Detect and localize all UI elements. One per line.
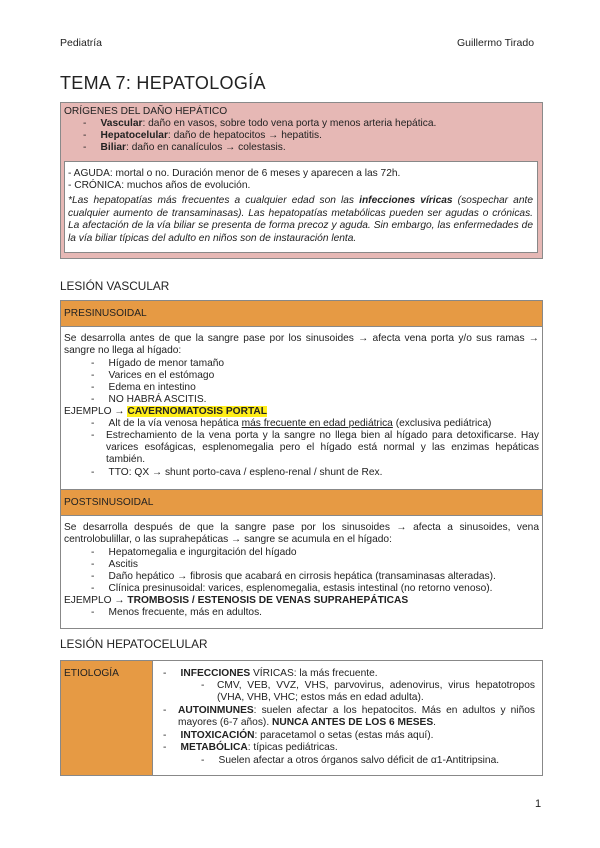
pre-bullet-4: - NO HABRÁ ASCITIS. <box>91 394 207 405</box>
page-number: 1 <box>535 798 542 810</box>
etio-met-sub-text: Suelen afectar a otros órganos salvo déficit de α1-Antitripsina. <box>218 755 500 766</box>
post-bullet-2-text: Ascitis <box>108 559 138 570</box>
etio-tox-term: INTOXICACIÓN <box>180 730 255 741</box>
origins-heading: ORÍGENES DEL DAÑO HEPÁTICO <box>64 106 228 117</box>
etio-autoinmunes <box>178 705 535 729</box>
vascular-table <box>60 300 543 629</box>
origins-item-hepatocelular: - Hepatocelular: daño de hepatocitos → hepatitis. <box>83 130 322 141</box>
pre-bullet-3-text: Edema en intestino <box>108 382 196 393</box>
pre-example-title: CAVERNOMATOSIS PORTAL <box>127 406 268 417</box>
origins-item-vascular-text: : daño en vasos, sobre todo vena porta y menos arteria hepática. <box>142 118 437 129</box>
presinusoidal-body <box>61 327 542 490</box>
etio-infecciones-sub: CMV, VEB, VVZ, VHS, parvovirus, adenovirus, virus hepatotropos (VHA, VHB, VHC; estos más en edad adulta). <box>217 680 535 704</box>
post-bullet-1-text: Hepatomegalia e ingurgitación del hígado <box>108 547 297 558</box>
term-vascular: Vascular <box>100 118 143 129</box>
post-bullet-4: - Clínica presinusoidal: varices, esplenomegalia, estasis intestinal (no retorno venoso). <box>91 583 493 594</box>
etio-auto-text: : suelen afectar a los hepatocitos. Más en adultos y niños mayores (6-7 años). <box>178 705 535 729</box>
etio-tox-text: : paracetamol o setas (estas más aquí). <box>254 730 434 741</box>
pre-ex-item-1: - Alt de la vía venosa hepática más frecuente en edad pediátrica (exclusiva pediátrica) <box>91 418 492 429</box>
note-part-a: *Las hepatopatías más frecuentes a cualquier edad son las <box>68 195 360 206</box>
aguda-line: - AGUDA: mortal o no. Duración menor de 6 meses y aparecen a las 72h. <box>68 168 401 179</box>
post-bullet-3: - Daño hepático → fibrosis que acabará en cirrosis hepática (transaminasas alteradas). <box>91 571 496 582</box>
pre-ex1b: más frecuente en edad pediátrica <box>241 418 393 429</box>
post-example-label: EJEMPLO → <box>64 595 128 606</box>
pre-bullet-2: - Varices en el estómago <box>91 370 215 381</box>
pre-bullet-2-text: Varices en el estómago <box>108 370 215 381</box>
etio-intoxicacion: - INTOXICACIÓN: paracetamol o setas (estas más aquí). <box>163 730 434 741</box>
etio-auto-term: AUTOINMUNES <box>178 705 254 716</box>
pre-ex3-text: TTO: QX → shunt porto-cava / espleno-renal / shunt de Rex. <box>108 467 383 478</box>
etio-auto-dash: - <box>163 705 167 716</box>
origins-item-biliar: - Biliar: daño en canalículos → colestasis. <box>83 142 286 153</box>
pre-bullet-1-text: Hígado de menor tamaño <box>108 358 225 369</box>
post-bullet-3-text: Daño hepático → fibrosis que acabará en cirrosis hepática (transaminasas alteradas). <box>108 571 496 582</box>
etio-infecciones: - INFECCIONES VÍRICAS: la más frecuente. <box>163 668 378 679</box>
etio-met-term: METABÓLICA <box>180 742 248 753</box>
section-heading-vascular: LESIÓN VASCULAR <box>60 279 170 293</box>
etio-inf-sub-dash: - <box>201 680 205 691</box>
presinusoidal-header <box>61 301 542 327</box>
etio-infecciones-text: VÍRICAS: la más frecuente. <box>250 668 378 679</box>
post-bullet-1: - Hepatomegalia e ingurgitación del hígado <box>91 547 297 558</box>
running-header-subject: Pediatría <box>60 37 103 49</box>
etiologia-label: ETIOLOGÍA <box>64 668 119 679</box>
post-bullet-2: - Ascitis <box>91 559 138 570</box>
pre-ex1c: (exclusiva pediátrica) <box>392 418 492 429</box>
origins-box <box>60 102 543 259</box>
etio-infecciones-term: INFECCIONES <box>180 668 251 679</box>
etio-metabolica: - METABÓLICA: típicas pediátricas. <box>163 742 338 753</box>
postsinusoidal-header-text: POSTSINUSOIDAL <box>64 497 154 508</box>
origins-item-biliar-text: : daño en canalículos → colestasis. <box>126 142 286 153</box>
pre-example-label: EJEMPLO → <box>64 406 128 417</box>
note-part-c: (sospechar ante cualquier aumento de transaminasas). Las hepatopatías metabólicas pueden ser agudas o crónicas. La afectación de la vía biliar se presenta de forma precoz y aguda. Sin embargo, las enfermedades de la vía biliar típicas del adulto en niños son de instauración lenta. <box>68 195 533 244</box>
pre-ex-item-2: Estrechamiento de la vena porta y la sangre no llega bien al hígado para detoxificarse. Hay varices esofágicas, esplenomegalia pero el hígado está normal y las enzimas hepáticas también. <box>106 430 539 466</box>
postsinusoidal-intro: Se desarrolla después de que la sangre pase por los sinusoides → afecta a sinusoides, vena centrolobulillar, o las suprahepáticas → sangre se acumula en el hígado: <box>64 522 539 546</box>
term-biliar: Biliar <box>100 142 127 153</box>
pre-ex-dash-2: - <box>91 430 95 441</box>
post-example-title: TROMBOSIS / ESTENOSIS DE VENAS SUPRAHEPÁTICAS <box>127 595 409 606</box>
post-bullet-4-text: Clínica presinusoidal: varices, esplenomegalia, estasis intestinal (no retorno venoso). <box>108 583 493 594</box>
page-title: TEMA 7: HEPATOLOGÍA <box>60 73 266 93</box>
origins-note <box>68 195 533 245</box>
presinusoidal-header-text: PRESINUSOIDAL <box>64 308 147 319</box>
post-ex1-text: Menos frecuente, más en adultos. <box>108 607 263 618</box>
pre-bullet-3: - Edema en intestino <box>91 382 196 393</box>
pre-bullet-1: - Hígado de menor tamaño <box>91 358 225 369</box>
cronica-line: - CRÓNICA: muchos años de evolución. <box>68 180 251 191</box>
etio-auto-bold: NUNCA ANTES DE LOS 6 MESES <box>272 717 434 729</box>
pre-bullet-4-text: NO HABRÁ ASCITIS. <box>108 394 207 405</box>
note-highlight: infecciones víricas <box>359 195 453 206</box>
pre-example <box>64 406 267 418</box>
pre-ex1a: Alt de la vía venosa hepática <box>108 418 242 429</box>
origins-item-hepatocelular-text: : daño de hepatocitos → hepatitis. <box>167 130 322 141</box>
post-example <box>64 595 408 607</box>
running-header-author: Guillermo Tirado <box>457 37 535 49</box>
hepatocelular-table <box>60 660 543 776</box>
etio-met-text: : típicas pediátricas. <box>247 742 338 753</box>
term-hepatocelular: Hepatocelular <box>100 130 168 141</box>
etio-auto-end: . <box>433 717 436 729</box>
post-ex-item-1: - Menos frecuente, más en adultos. <box>91 607 263 618</box>
etiologia-content-cell <box>153 661 542 775</box>
origins-inner-box <box>64 161 538 253</box>
origins-item-vascular: - Vascular: daño en vasos, sobre todo vena porta y menos arteria hepática. <box>83 118 437 129</box>
presinusoidal-intro: Se desarrolla antes de que la sangre pase por los sinusoides → afecta vena porta y/o sus ramas → sangre no llega al hígado: <box>64 333 539 357</box>
postsinusoidal-body <box>61 516 542 628</box>
pre-ex-item-3: - TTO: QX → shunt porto-cava / espleno-renal / shunt de Rex. <box>91 467 383 478</box>
section-heading-hepatocelular: LESIÓN HEPATOCELULAR <box>60 637 208 651</box>
etio-metabolica-sub: - Suelen afectar a otros órganos salvo déficit de α1-Antitripsina. <box>201 755 500 766</box>
postsinusoidal-header <box>61 490 542 516</box>
etiologia-label-cell <box>61 661 153 775</box>
